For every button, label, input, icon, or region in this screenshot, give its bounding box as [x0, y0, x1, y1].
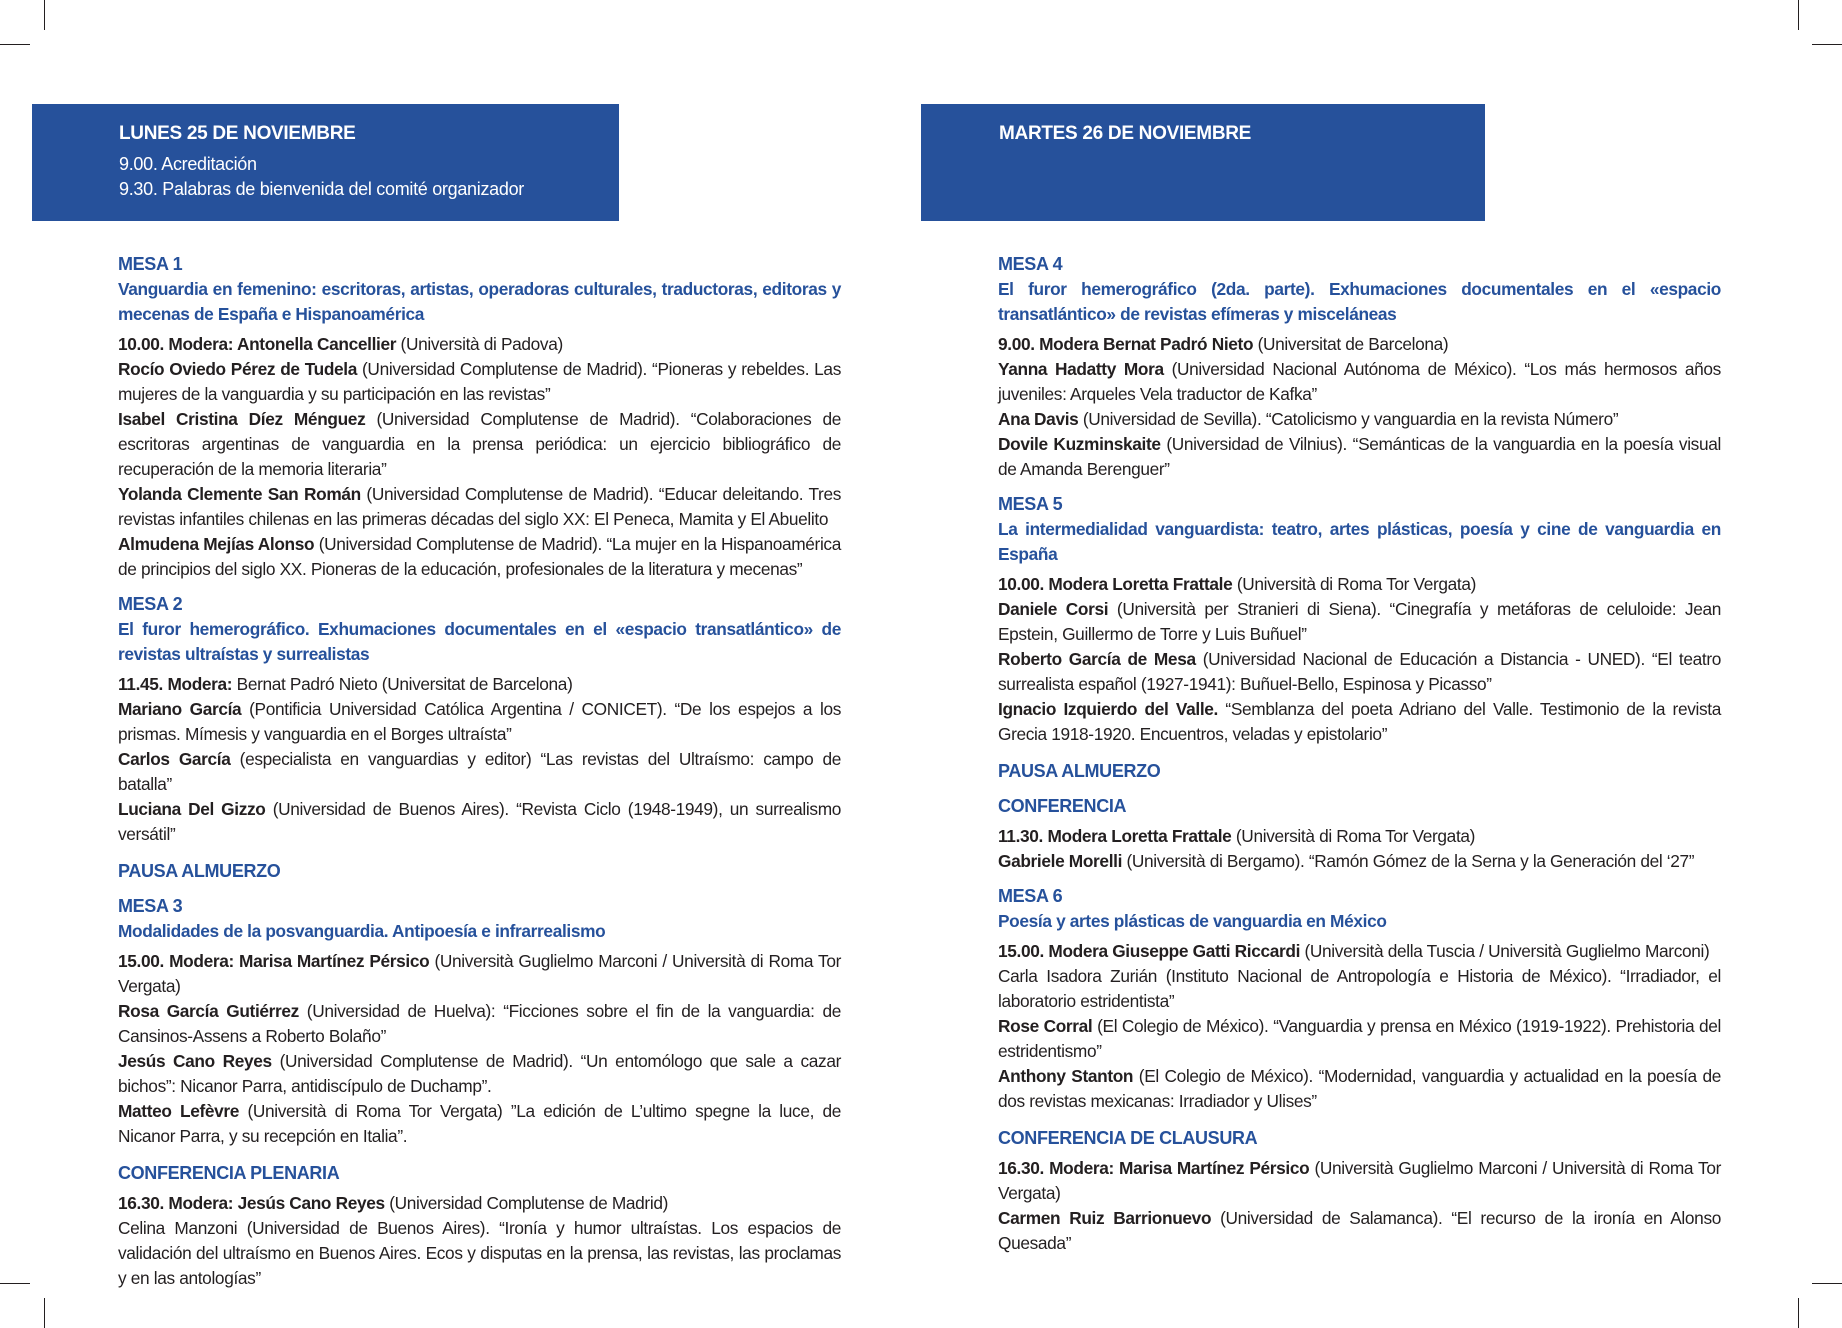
program-entry: 9.00. Modera Bernat Padró Nieto (Universitat de Barcelona) [998, 334, 1449, 354]
program-entry: Rosa García Gutiérrez (Universidad de Huelva): “Ficciones sobre el fin de la vanguardia: de Cansinos-Assens a Roberto Bolaño” [118, 1001, 841, 1046]
program-entry: Rocío Oviedo Pérez de Tudela (Universidad Complutense de Madrid). “Pioneras y rebeldes. Las mujeres de la vanguardia y su participación en las revistas” [118, 359, 841, 404]
program-entry: Isabel Cristina Díez Ménguez (Universidad Complutense de Madrid). “Colaboraciones de escritoras argentinas de vanguardia en la prensa periódica: un ejercicio bibliográfico de recuperación de la memoria literaria” [118, 409, 841, 479]
conferencia-clausura [998, 1126, 1721, 1256]
program-entry: Gabriele Morelli (Università di Bergamo). “Ramón Gómez de la Serna y la Generación del ‘27” [998, 851, 1695, 871]
session-title: Modalidades de la posvanguardia. Antipoesía e infrarrealismo [118, 921, 606, 941]
program-entry: Roberto García de Mesa (Universidad Nacional de Educación a Distancia - UNED). “El teatro surrealista español (1927-1941): Buñuel-Bello, Espinosa y Picasso” [998, 649, 1722, 694]
session-title: La intermedialidad vanguardista: teatro, artes plásticas, poesía y cine de vanguardia en España [998, 519, 1721, 564]
conferencia-plenaria [118, 1161, 841, 1291]
lunch-break-label: PAUSA ALMUERZO [998, 761, 1161, 781]
program-entry: 15.00. Modera: Marisa Martínez Pérsico (Università Guglielmo Marconi / Università di Roma Tor Vergata) [118, 951, 841, 996]
session-title: El furor hemerográfico. Exhumaciones documentales en el «espacio transatlántico» de revistas ultraístas y surrealistas [118, 619, 841, 664]
mesa-5 [998, 492, 1721, 747]
program-entry: Daniele Corsi (Università per Stranieri di Siena). “Cinegrafía y metáforas de celuloide: Jean Epstein, Guillermo de Torre y Luis Buñuel” [998, 599, 1721, 644]
program-entry: Ana Davis (Universidad de Sevilla). “Catolicismo y vanguardia en la revista Número” [998, 409, 1619, 429]
day-header-lunes [32, 104, 619, 221]
day-header-martes [921, 104, 1485, 221]
program-entry: Luciana Del Gizzo (Universidad de Buenos Aires). “Revista Ciclo (1948-1949), un surrealismo versátil” [118, 799, 841, 844]
program-entry: Rose Corral (El Colegio de México). “Vanguardia y prensa en México (1919-1922). Prehistoria del estridentismo” [998, 1016, 1722, 1061]
session-label: CONFERENCIA [998, 796, 1127, 816]
schedule-line: 9.00. Acreditación [119, 154, 257, 174]
program-entry: Celina Manzoni (Universidad de Buenos Aires). “Ironía y humor ultraístas. Los espacios de validación del ultraísmo en Buenos Aires. Ecos y disputas en la prensa, las revistas, las proclamas y en las antologías” [118, 1218, 841, 1288]
lunch-break-label: PAUSA ALMUERZO [118, 861, 281, 881]
crop-mark [0, 44, 30, 45]
program-entry: Almudena Mejías Alonso (Universidad Complutense de Madrid). “La mujer en la Hispanoamérica de principios del siglo XX. Pioneras de la educación, profesionales de la literatura y mecenas” [118, 534, 841, 579]
session-title: El furor hemerográfico (2da. parte). Exhumaciones documentales en el «espacio transatlántico» de revistas efímeras y misceláneas [998, 279, 1721, 324]
program-entry: Dovile Kuzminskaite (Universidad de Vilnius). “Semánticas de la vanguardia en la poesía visual de Amanda Berenguer” [998, 434, 1721, 479]
program-entry: Ignacio Izquierdo del Valle. “Semblanza del poeta Adriano del Valle. Testimonio de la revista Grecia 1918-1920. Encuentros, veladas y epistolario” [998, 699, 1721, 744]
crop-mark [44, 0, 45, 30]
program-entry: Mariano García (Pontificia Universidad Católica Argentina / CONICET). “De los espejos a los prismas. Mímesis y vanguardia en el Borges ultraísta” [118, 699, 841, 744]
session-label: MESA 4 [998, 254, 1063, 274]
schedule-line: 9.30. Palabras de bienvenida del comité organizador [119, 179, 524, 199]
mesa-3 [118, 894, 841, 1149]
crop-mark [1812, 44, 1842, 45]
session-label: MESA 2 [118, 594, 183, 614]
day-title: MARTES 26 DE NOVIEMBRE [999, 123, 1252, 144]
session-label: MESA 5 [998, 494, 1063, 514]
day-title: LUNES 25 DE NOVIEMBRE [119, 123, 356, 144]
program-entry: 11.30. Modera Loretta Frattale (Università di Roma Tor Vergata) [998, 826, 1476, 846]
program-entry: Anthony Stanton (El Colegio de México). “Modernidad, vanguardia y actualidad en la poesía de dos revistas mexicanas: Irradiador y Ulises” [998, 1066, 1721, 1111]
program-entry: Yolanda Clemente San Román (Universidad Complutense de Madrid). “Educar deleitando. Tres revistas infantiles chilenas en las primeras décadas del siglo XX: El Peneca, Mamita y El Abuelito [118, 484, 842, 529]
program-entry: Carlos García (especialista en vanguardias y editor) “Las revistas del Ultraísmo: campo de batalla” [118, 749, 841, 794]
program-entry: Jesús Cano Reyes (Universidad Complutense de Madrid). “Un entomólogo que sale a cazar bichos”: Nicanor Parra, antidiscípulo de Duchamp”. [118, 1051, 841, 1096]
program-entry: Carmen Ruiz Barrionuevo (Universidad de Salamanca). “El recurso de la ironía en Alonso Quesada” [998, 1208, 1721, 1253]
program-entry: Matteo Lefèvre (Università di Roma Tor Vergata) ”La edición de L’ultimo spegne la luce, de Nicanor Parra, y su recepción en Italia”. [118, 1101, 841, 1146]
session-label: MESA 1 [118, 254, 183, 274]
program-entry: Yanna Hadatty Mora (Universidad Nacional Autónoma de México). “Los más hermosos años juveniles: Arqueles Vela traductor de Kafka” [998, 359, 1721, 404]
crop-mark [1812, 1283, 1842, 1284]
crop-mark [1798, 1298, 1799, 1328]
program-column-lunes [118, 252, 841, 1291]
program-column-martes [998, 252, 1721, 1256]
program-entry: 15.00. Modera Giuseppe Gatti Riccardi (Università della Tuscia / Università Guglielmo Marconi) [998, 941, 1710, 961]
session-label: CONFERENCIA DE CLAUSURA [998, 1128, 1258, 1148]
session-label: CONFERENCIA PLENARIA [118, 1163, 340, 1183]
program-entry: 11.45. Modera: Bernat Padró Nieto (Universitat de Barcelona) [118, 674, 573, 694]
mesa-6 [998, 884, 1721, 1114]
mesa-2 [118, 592, 841, 847]
program-entry: 16.30. Modera: Jesús Cano Reyes (Universidad Complutense de Madrid) [118, 1193, 668, 1213]
crop-mark [44, 1298, 45, 1328]
session-title: Vanguardia en femenino: escritoras, artistas, operadoras culturales, traductoras, editoras y mecenas de España e Hispanoamérica [118, 279, 841, 324]
program-entry: 16.30. Modera: Marisa Martínez Pérsico (Università Guglielmo Marconi / Università di Roma Tor Vergata) [998, 1158, 1721, 1203]
program-entry: 10.00. Modera Loretta Frattale (Università di Roma Tor Vergata) [998, 574, 1477, 594]
mesa-1 [118, 252, 841, 582]
mesa-4 [998, 252, 1721, 482]
program-entry: 10.00. Modera: Antonella Cancellier (Università di Padova) [118, 334, 563, 354]
crop-mark [1798, 0, 1799, 30]
program-entry: Carla Isadora Zurián (Instituto Nacional de Antropología e Historia de México). “Irradiador, el laboratorio estridentista” [998, 966, 1721, 1011]
session-title: Poesía y artes plásticas de vanguardia en México [998, 911, 1387, 931]
conferencia [998, 794, 1721, 874]
session-label: MESA 6 [998, 886, 1063, 906]
session-label: MESA 3 [118, 896, 183, 916]
crop-mark [0, 1283, 30, 1284]
